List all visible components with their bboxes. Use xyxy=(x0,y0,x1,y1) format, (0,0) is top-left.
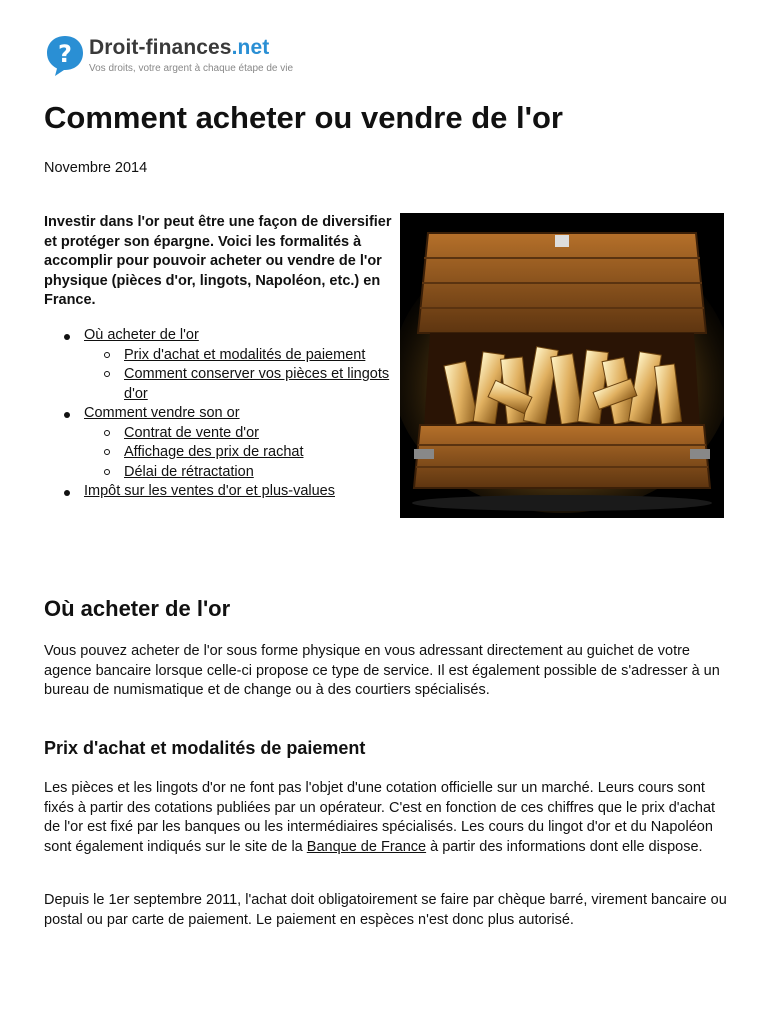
treasure-chest-icon xyxy=(400,213,724,518)
paragraph-paiement: Depuis le 1er septembre 2011, l'achat doit obligatoirement se faire par chèque barré, virement bancaire ou postal ou par carte de paiement. Le paiement en espèces n'est donc plus autorisé. xyxy=(44,892,727,928)
toc-item xyxy=(44,326,394,404)
toc-subitem xyxy=(84,463,394,483)
toc-subitem xyxy=(84,365,394,404)
toc-subitem xyxy=(84,424,394,444)
question-bubble-icon xyxy=(45,34,85,78)
toc-link-prix-achat[interactable]: Prix d'achat et modalités de paiement xyxy=(124,346,366,363)
brand-name: Droit-finances.net xyxy=(89,36,270,59)
site-logo[interactable] xyxy=(45,34,345,78)
article-intro: Investir dans l'or peut être une façon de diversifier et protéger son épargne. Voici les formalités à accomplir pour pouvoir acheter ou vendre de l'or physique (pièces d'or, lingots, Napoléon, etc.) en France. xyxy=(44,214,392,308)
toc-link-impot[interactable]: Impôt sur les ventes d'or et plus-values xyxy=(84,483,335,499)
toc-item xyxy=(44,404,394,482)
toc-link-retractation[interactable]: Délai de rétractation xyxy=(124,463,254,480)
article-date: Novembre 2014 xyxy=(44,160,148,176)
svg-text:?: ? xyxy=(58,40,72,68)
toc-link-vendre[interactable]: Comment vendre son or xyxy=(84,405,240,421)
toc-link-affichage[interactable]: Affichage des prix de rachat xyxy=(124,444,304,460)
toc-subitem xyxy=(84,346,394,366)
table-of-contents xyxy=(44,326,394,502)
banque-de-france-link[interactable]: Banque de France xyxy=(306,838,427,855)
section-heading-ou-acheter: Où acheter de l'or xyxy=(44,596,231,621)
paragraph-prix-achat: Les pièces et les lingots d'or ne font pas l'objet d'une cotation officielle sur un marché. Leurs cours sont fixés à partir des cotations publiées par un opérateur. C'est en fonction de ces chiffres que le prix d'achat de l'or est fixé par les banques ou les intermédiaires spécialisés. Les cours du lingot d'or et du Napoléon sont également indiqués sur le site de la Banque de France à partir des informations dont elle dispose. xyxy=(44,780,716,855)
toc-link-ou-acheter[interactable]: Où acheter de l'or xyxy=(84,327,199,343)
toc-link-contrat[interactable]: Contrat de vente d'or xyxy=(124,424,259,441)
paragraph-ou-acheter: Vous pouvez acheter de l'or sous forme physique en vous adressant directement au guichet de votre agence bancaire lorsque celle-ci propose ce type de service. Il est également possible de s'adresser à un bureau de numismatique et de change ou à des courtiers spécialisés. xyxy=(44,643,720,698)
brand-tagline: Vos droits, votre argent à chaque étape de vie xyxy=(89,63,294,74)
subsection-heading-prix-achat: Prix d'achat et modalités de paiement xyxy=(44,738,366,758)
toc-item xyxy=(44,482,394,502)
toc-link-conserver[interactable]: Comment conserver vos pièces et lingots d'or xyxy=(124,366,390,402)
article-title: Comment acheter ou vendre de l'or xyxy=(44,100,563,135)
toc-subitem xyxy=(84,443,394,463)
